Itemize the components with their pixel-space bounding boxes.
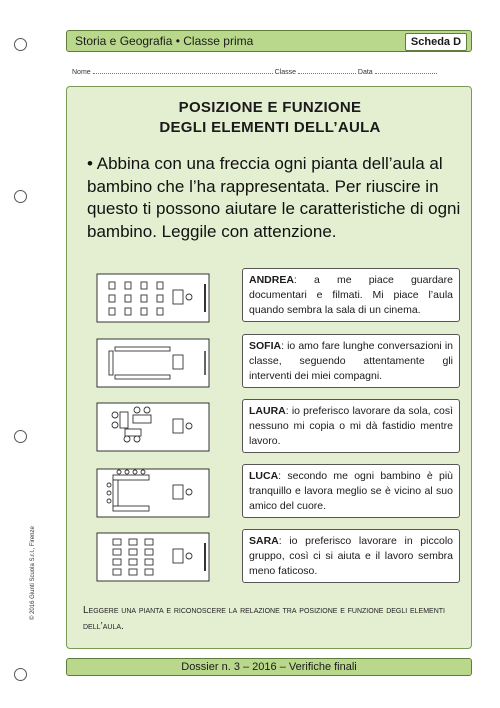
title-line-2: DEGLI ELEMENTI DELL’AULA — [159, 119, 381, 136]
child-description: : io preferisco lavorare da sola, così nessuno mi copia o mi dà fastidio mentre lavoro. — [249, 405, 453, 447]
class-label: Classe — [274, 69, 296, 76]
child-name: LUCA — [249, 470, 279, 482]
child-name: SARA — [249, 535, 279, 547]
date-label: Data — [357, 69, 373, 76]
description-sara[interactable] — [242, 529, 460, 583]
description-luca[interactable] — [242, 464, 460, 518]
footer-label: Dossier n. 3 – 2016 – Verifiche finali — [181, 661, 357, 673]
date-field[interactable] — [375, 67, 437, 74]
classroom-plan-d[interactable] — [85, 467, 220, 519]
title-line-1: POSIZIONE E FUNZIONE — [178, 99, 362, 116]
classroom-plan-e[interactable] — [85, 531, 220, 583]
binder-hole — [14, 430, 27, 443]
description-laura[interactable] — [242, 399, 460, 453]
child-description: : secondo me ogni bambino è più tranquillo e lavora meglio se è vicino al suo amico del cuore. — [249, 470, 453, 512]
child-description: : io amo fare lunghe conversazioni in classe, seguendo attentamente gli interventi dei miei compagni. — [249, 340, 453, 382]
footer-bar — [66, 658, 472, 676]
name-field[interactable] — [93, 67, 273, 74]
child-description: : io preferisco lavorare in piccolo gruppo, così ci si aiuta e il lavoro sembra meno faticoso. — [249, 535, 453, 577]
name-row — [72, 67, 472, 76]
description-sofia[interactable] — [242, 334, 460, 388]
class-field[interactable] — [298, 67, 356, 74]
child-name: SOFIA — [249, 340, 282, 352]
description-andrea[interactable] — [242, 268, 460, 322]
child-name: ANDREA — [249, 274, 294, 286]
child-name: LAURA — [249, 405, 286, 417]
exercise-card — [66, 86, 472, 649]
learning-objective: Leggere una pianta e riconoscere la relazione tra posizione e funzione degli elementi dell’aula. — [83, 605, 445, 632]
instruction-text: • Abbina con una freccia ogni pianta dell’aula al bambino che l’ha rappresentata. Per riuscire in questo ti possono aiutare le caratteristiche di ogni bambino. Leggile con attenzione. — [87, 154, 461, 241]
copyright-note: © 2016 Giunti Scuola S.r.l., Firenze — [30, 526, 36, 620]
binder-hole — [14, 190, 27, 203]
binder-hole — [14, 668, 27, 681]
header-bar — [66, 30, 472, 52]
binder-hole — [14, 38, 27, 51]
classroom-plan-a[interactable] — [85, 272, 220, 324]
name-label: Nome — [72, 69, 91, 76]
subject-label: Storia e Geografia • Classe prima — [75, 34, 254, 48]
classroom-plan-c[interactable] — [85, 401, 220, 453]
child-description: : a me piace guardare documentari e filmati. Mi piace l’aula quando sembra la sala di un cinema. — [249, 274, 453, 316]
sheet-label: Scheda D — [405, 33, 467, 51]
classroom-plan-b[interactable] — [85, 337, 220, 389]
